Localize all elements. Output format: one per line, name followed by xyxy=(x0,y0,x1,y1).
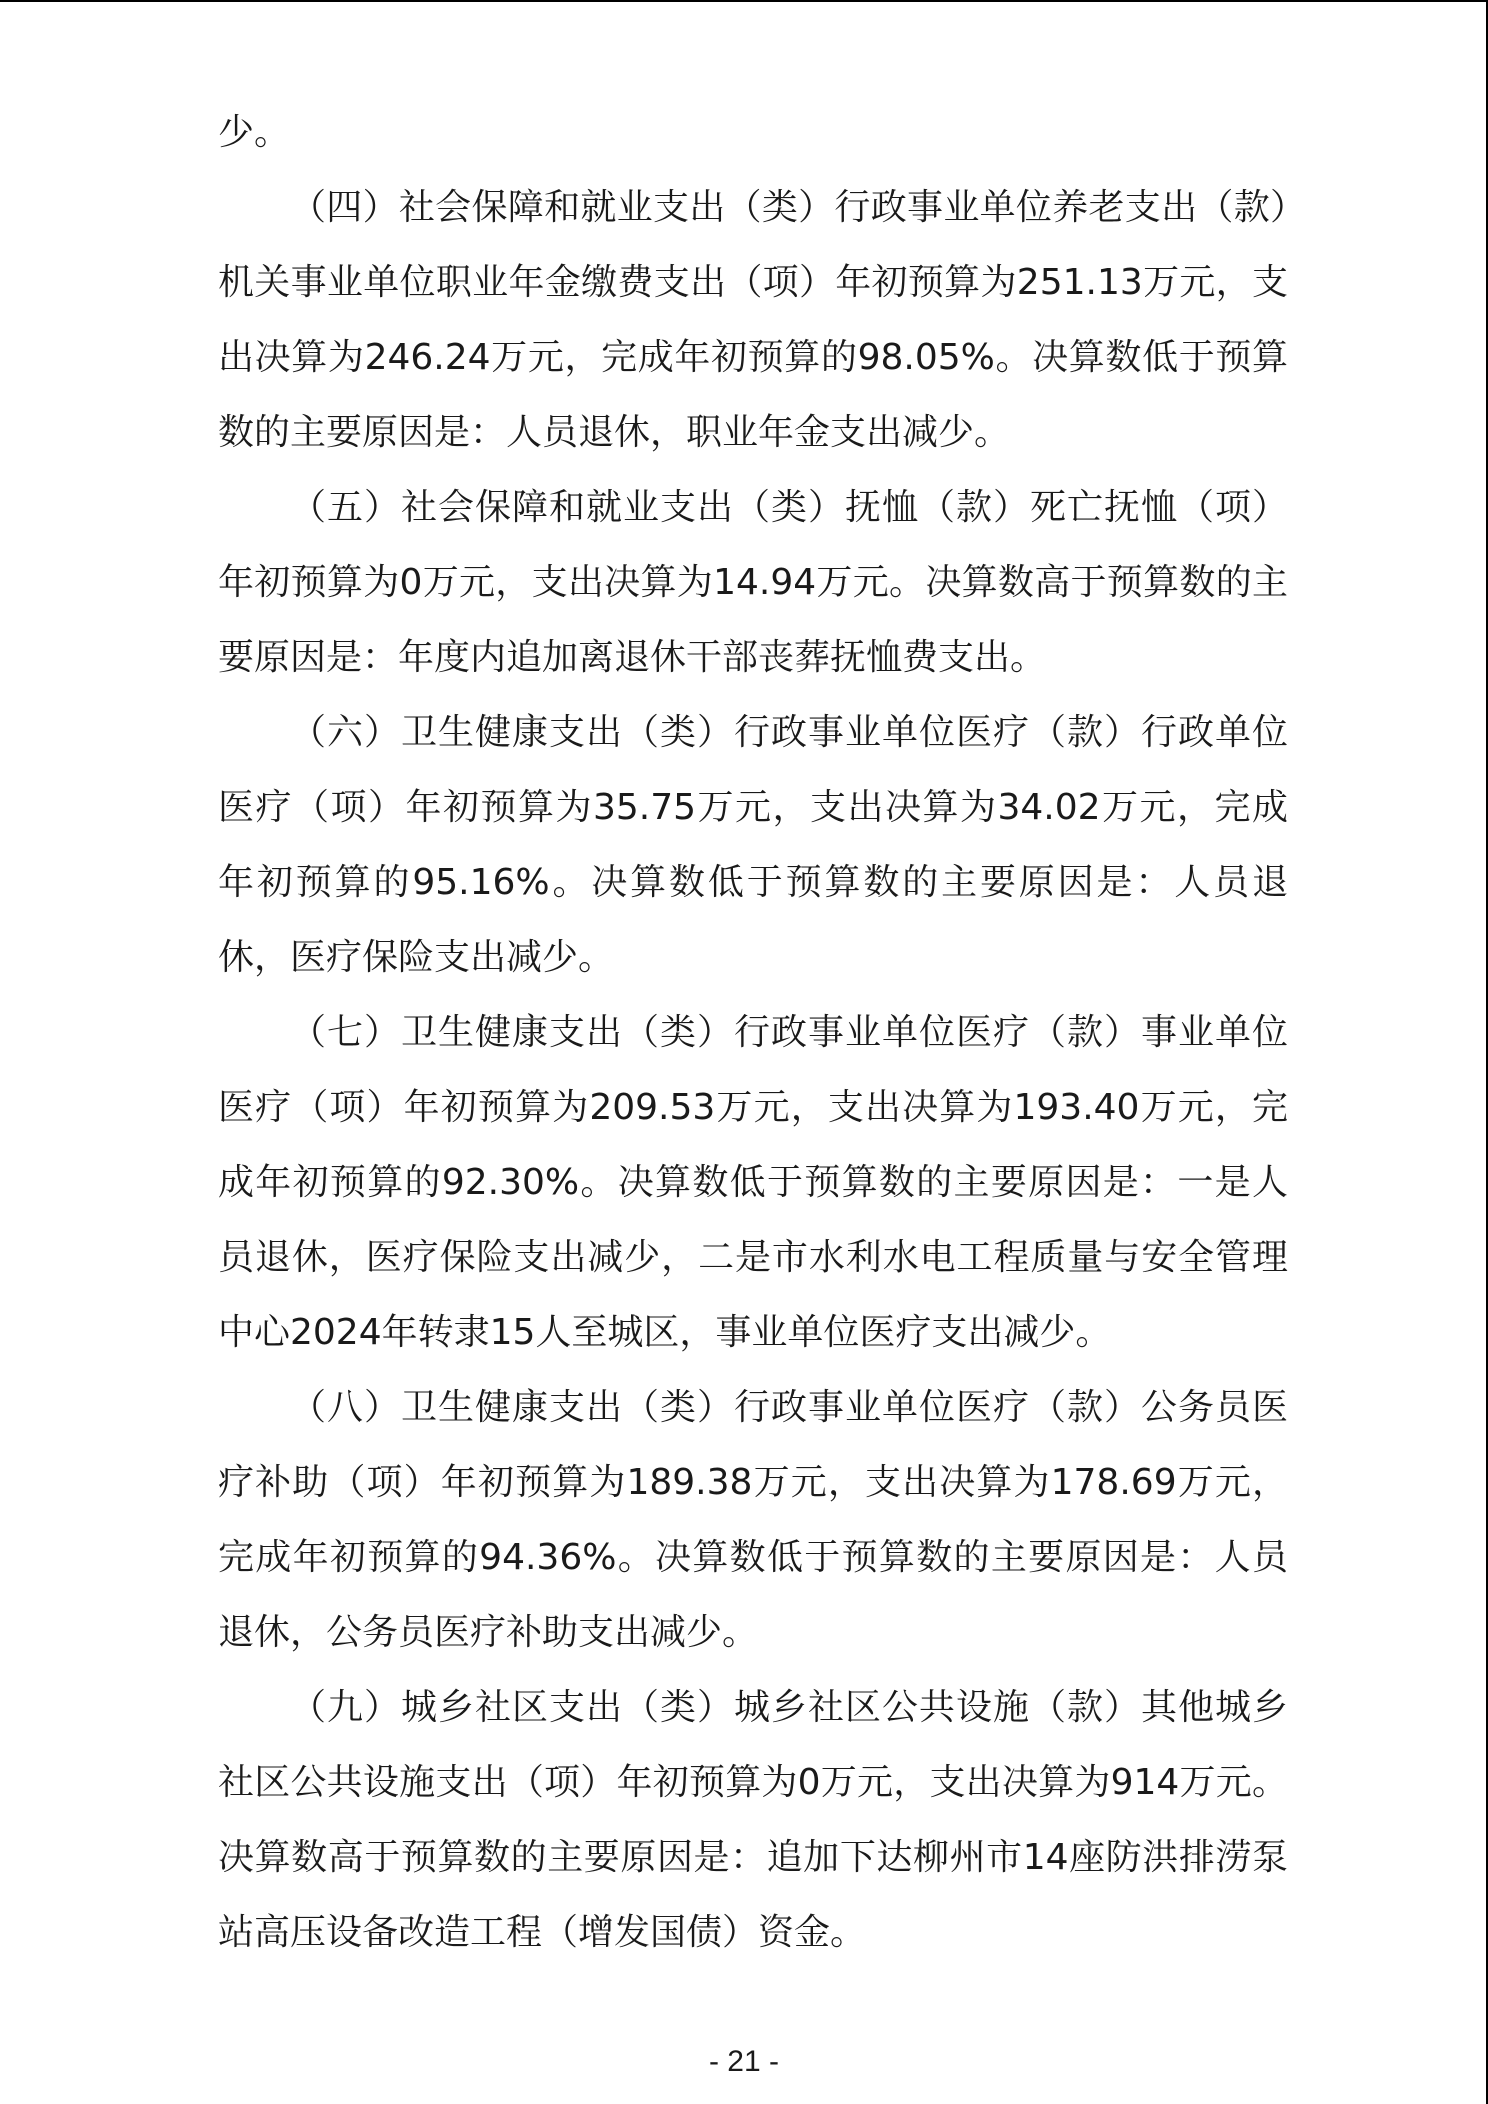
page-number: - 21 - xyxy=(708,2045,780,2078)
paragraph-item-8: （八）卫生健康支出（类）行政事业单位医疗（款）公务员医疗补助（项）年初预算为189.38万元，支出决算为178.69万元，完成年初预算的94.36%。决算数低于预算数的主要原因是：人员退休，公务员医疗补助支出减少。 xyxy=(218,1387,1288,1653)
paragraph-item-7: （七）卫生健康支出（类）行政事业单位医疗（款）事业单位医疗（项）年初预算为209.53万元，支出决算为193.40万元，完成年初预算的92.30%。决算数低于预算数的主要原因是：一是人员退休，医疗保险支出减少，二是市水利水电工程质量与安全管理中心2024年转隶15人至城区，事业单位医疗支出减少。 xyxy=(218,1012,1288,1353)
paragraph-continuation: 少。 xyxy=(218,112,291,153)
paragraph-item-4: （四）社会保障和就业支出（类）行政事业单位养老支出（款）机关事业单位职业年金缴费支出（项）年初预算为251.13万元，支出决算为246.24万元，完成年初预算的98.05%。决算数低于预算数的主要原因是：人员退休，职业年金支出减少。 xyxy=(218,187,1288,453)
paragraph-item-6: （六）卫生健康支出（类）行政事业单位医疗（款）行政单位医疗（项）年初预算为35.75万元，支出决算为34.02万元，完成年初预算的95.16%。决算数低于预算数的主要原因是：人员退休，医疗保险支出减少。 xyxy=(218,712,1288,978)
paragraph-item-9: （九）城乡社区支出（类）城乡社区公共设施（款）其他城乡社区公共设施支出（项）年初预算为0万元，支出决算为914万元。决算数高于预算数的主要原因是：追加下达柳州市14座防洪排涝泵站高压设备改造工程（增发国债）资金。 xyxy=(218,1687,1288,1953)
body-text xyxy=(218,95,1288,1970)
paragraph-item-5: （五）社会保障和就业支出（类）抚恤（款）死亡抚恤（项）年初预算为0万元，支出决算为14.94万元。决算数高于预算数的主要原因是：年度内追加离退休干部丧葬抚恤费支出。 xyxy=(218,487,1288,678)
